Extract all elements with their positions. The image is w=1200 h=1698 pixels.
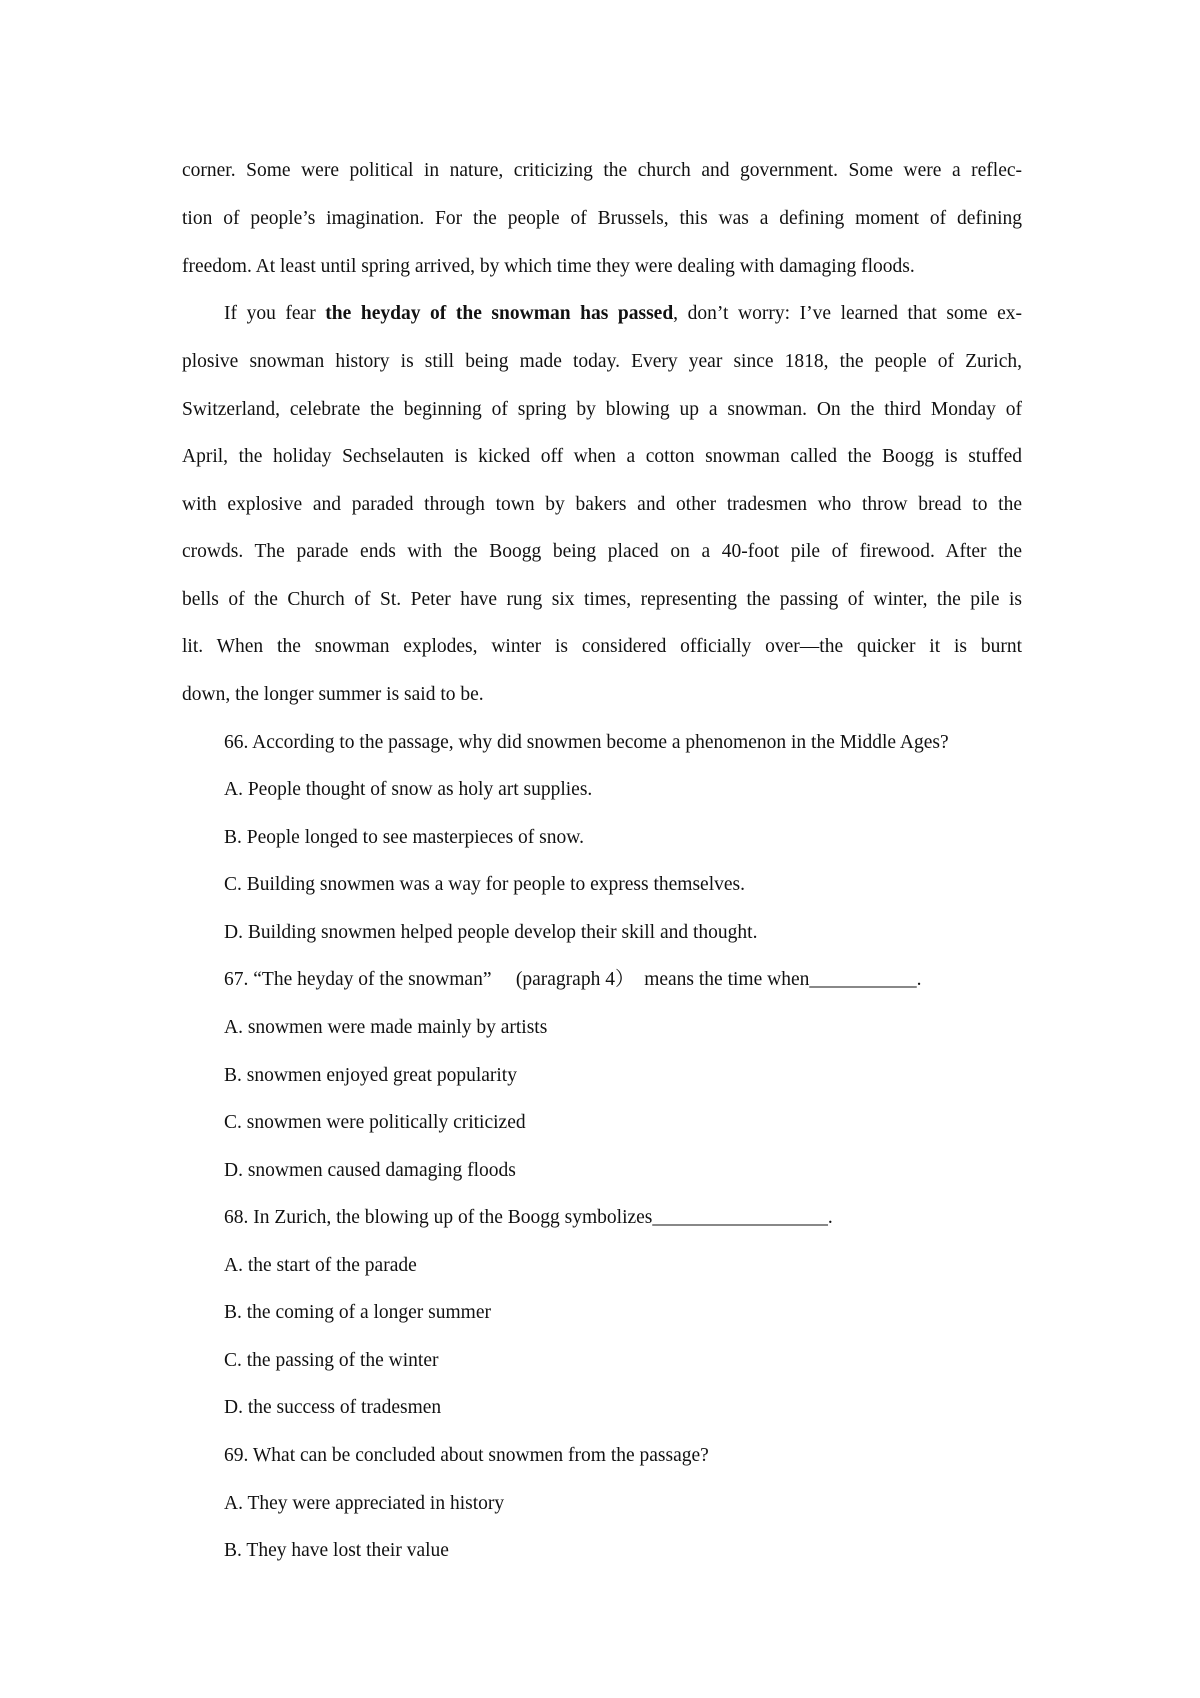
passage-line: If you fear the heyday of the snowman has passed, don’t worry: I’ve learned that some ex- xyxy=(224,303,1022,324)
question-68-option-d: D. the success of tradesmen xyxy=(224,1397,442,1418)
question-66-option-c: C. Building snowmen was a way for people to express themselves. xyxy=(224,874,745,895)
question-66-stem: 66. According to the passage, why did snowmen become a phenomenon in the Middle Ages? xyxy=(224,732,949,753)
question-66-option-a: A. People thought of snow as holy art supplies. xyxy=(224,779,593,800)
question-68-option-a: A. the start of the parade xyxy=(224,1255,417,1276)
question-68-option-c: C. the passing of the winter xyxy=(224,1350,439,1371)
question-66-option-b: B. People longed to see masterpieces of snow. xyxy=(224,827,584,848)
passage-line: tion of people’s imagination. For the people of Brussels, this was a defining moment of defining xyxy=(182,208,1022,229)
passage-line: Switzerland, celebrate the beginning of spring by blowing up a snowman. On the third Monday of xyxy=(182,399,1022,420)
question-68-option-b: B. the coming of a longer summer xyxy=(224,1302,491,1323)
question-66-option-d: D. Building snowmen helped people develop their skill and thought. xyxy=(224,922,758,943)
passage-line: April, the holiday Sechselauten is kicked off when a cotton snowman called the Boogg is stuffed xyxy=(182,446,1022,467)
passage-line: crowds. The parade ends with the Boogg being placed on a 40-foot pile of firewood. After the xyxy=(182,541,1022,562)
passage-line: with explosive and paraded through town by bakers and other tradesmen who throw bread to the xyxy=(182,494,1022,515)
passage-line: plosive snowman history is still being made today. Every year since 1818, the people of Zurich, xyxy=(182,351,1022,372)
passage-line: bells of the Church of St. Peter have rung six times, representing the passing of winter, the pile is xyxy=(182,589,1022,610)
question-69-option-a: A. They were appreciated in history xyxy=(224,1493,505,1514)
question-67-stem: 67. “The heyday of the snowman” (paragraph 4） means the time when___________. xyxy=(224,969,922,990)
question-67-option-c: C. snowmen were politically criticized xyxy=(224,1112,526,1133)
question-69-option-b: B. They have lost their value xyxy=(224,1540,449,1561)
passage-line: corner. Some were political in nature, criticizing the church and government. Some were a reflec- xyxy=(182,160,1022,181)
question-68-stem: 68. In Zurich, the blowing up of the Boogg symbolizes__________________. xyxy=(224,1207,833,1228)
question-67-option-d: D. snowmen caused damaging floods xyxy=(224,1160,516,1181)
question-67-option-b: B. snowmen enjoyed great popularity xyxy=(224,1065,517,1086)
passage-line: freedom. At least until spring arrived, by which time they were dealing with damaging floods. xyxy=(182,256,915,277)
question-69-stem: 69. What can be concluded about snowmen from the passage? xyxy=(224,1445,709,1466)
bold-phrase: the heyday of the snowman has passed xyxy=(325,303,674,324)
passage-line: lit. When the snowman explodes, winter is considered officially over—the quicker it is burnt xyxy=(182,636,1022,657)
question-67-option-a: A. snowmen were made mainly by artists xyxy=(224,1017,548,1038)
passage-line: down, the longer summer is said to be. xyxy=(182,684,484,705)
